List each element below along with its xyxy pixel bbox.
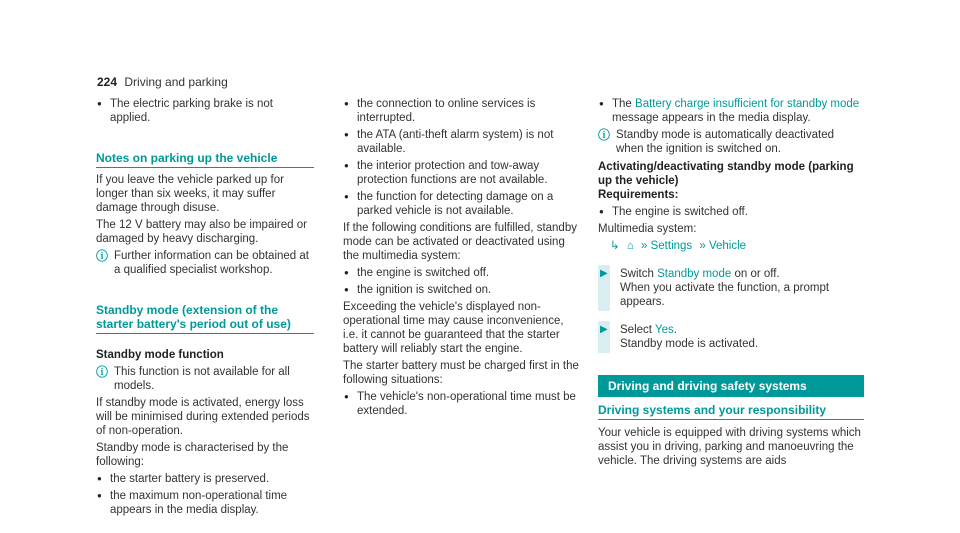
step-option: Standby mode <box>657 268 732 280</box>
info-text: This function is not available for all models. <box>114 366 290 392</box>
subsection-title: Standby mode function <box>96 349 224 361</box>
requirements-title: Requirements: <box>598 189 679 201</box>
header-section: Driving and parking <box>124 75 228 89</box>
list-item: ● The electric parking brake is not applied. <box>96 97 314 125</box>
step-prefix: Select <box>620 324 652 336</box>
paragraph: Standby mode is characterised by the following: <box>96 442 289 468</box>
message-name: Battery charge insufficient for standby mode <box>635 98 860 110</box>
info-text: Further information can be obtained at a qualified specialist workshop. <box>114 250 309 276</box>
list-item: ● the connection to online services is interrupted. <box>343 97 579 125</box>
paragraph: Exceeding the vehicle's displayed non-operational time may cause inconvenience, i.e. it cannot be guaranteed that the starter battery will reliably start the engine. <box>343 301 564 355</box>
list-item <box>598 97 864 125</box>
paragraph: If standby mode is activated, energy loss will be minimised during extended periods of non-operation. <box>96 397 310 437</box>
step-arrow-icon: ▶ <box>600 324 608 335</box>
column-3 <box>598 97 864 468</box>
menu-path <box>598 239 864 253</box>
chapter-banner: Driving and driving safety systems <box>598 375 864 397</box>
info-icon: ⓘ <box>598 128 611 142</box>
section-title-notes: Notes on parking up the vehicle <box>96 151 314 168</box>
column-2 <box>343 97 579 418</box>
info-text: Standby mode is automatically deactivated when the ignition is switched on. <box>616 129 834 155</box>
list-item: ● the function for detecting damage on a parked vehicle is not available. <box>343 190 579 218</box>
list-item: ● The vehicle's non-operational time must be extended. <box>343 390 579 418</box>
section-title-standby: Standby mode (extension of the starter battery's period out of use) <box>96 303 314 334</box>
step-result: Standby mode is activated. <box>620 338 759 350</box>
column-1 <box>96 97 314 517</box>
page-number: 224 <box>97 75 118 89</box>
paragraph: Your vehicle is equipped with driving systems which assist you in driving, parking and manoeuvring the vehicle. The driving systems are aids <box>598 427 861 467</box>
paragraph: The starter battery must be charged first in the following situations: <box>343 360 579 386</box>
path-arrow-icon: ↳ <box>610 240 620 252</box>
paragraph: If you leave the vehicle parked up for longer than six weeks, it may suffer damage through disuse. <box>96 174 284 214</box>
step-1 <box>598 267 864 309</box>
message-prefix: The <box>612 98 632 110</box>
list-item: ● the maximum non-operational time appears in the media display. <box>96 489 314 517</box>
info-note <box>96 365 314 393</box>
home-icon: ⌂ <box>626 240 634 252</box>
list-item: ● the starter battery is preserved. <box>96 472 314 486</box>
step-arrow-icon: ▶ <box>600 268 608 279</box>
path-settings: Settings <box>650 240 693 252</box>
chevron-right-icon: » <box>699 240 706 252</box>
step-result: When you activate the function, a prompt appears. <box>620 282 830 308</box>
paragraph: If the following conditions are fulfilled, standby mode can be activated or deactivated using the multimedia system: <box>343 222 577 262</box>
step-2: ▶ Select Yes. Standby mode is activated. <box>598 323 864 351</box>
info-note <box>598 128 864 156</box>
info-icon: ⓘ <box>96 365 109 379</box>
info-icon: ⓘ <box>96 249 109 263</box>
info-note <box>96 249 314 277</box>
chevron-right-icon: » <box>641 240 648 252</box>
step-suffix: on or off. <box>734 268 780 280</box>
step-option: Yes <box>654 324 674 336</box>
page-header <box>97 75 228 89</box>
section-title-responsibility: Driving systems and your responsibility <box>598 403 864 420</box>
path-vehicle: Vehicle <box>708 240 747 252</box>
list-item: ● the engine is switched off. <box>343 266 579 280</box>
paragraph: The 12 V battery may also be impaired or damaged by heavy discharging. <box>96 219 307 245</box>
message-suffix: message appears in the media display. <box>612 112 811 124</box>
list-item: ● the ignition is switched on. <box>343 283 579 297</box>
list-item: ● the interior protection and tow-away protection functions are not available. <box>343 159 579 187</box>
list-item: ● the ATA (anti-theft alarm system) is not available. <box>343 128 579 156</box>
paragraph: Multimedia system: <box>598 223 697 235</box>
list-item: ● The engine is switched off. <box>598 205 864 219</box>
subsection-title: Activating/deactivating standby mode (parking up the vehicle) <box>598 161 854 187</box>
step-prefix: Switch <box>620 268 654 280</box>
